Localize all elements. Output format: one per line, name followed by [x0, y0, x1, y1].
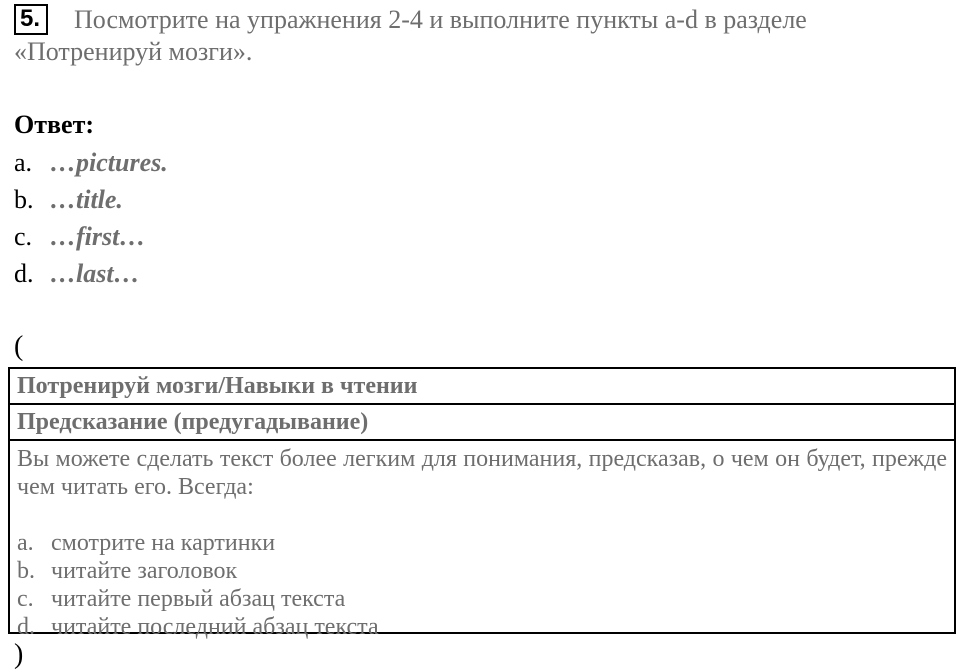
- answer-item: [14, 144, 168, 181]
- box-list-item-letter: a.: [17, 530, 34, 556]
- box-subtitle: Предсказание (предугадывание): [10, 405, 954, 441]
- answer-item: [14, 255, 168, 292]
- box-list: [17, 529, 947, 641]
- box-list-item: [17, 529, 947, 557]
- box-list-item: [17, 585, 947, 613]
- answer-item-letter: b.: [14, 185, 34, 214]
- box-body: [10, 441, 954, 641]
- answer-item-text: …title.: [50, 185, 123, 214]
- task-header: [14, 4, 954, 68]
- answer-item-text: …last…: [50, 259, 140, 288]
- box-list-item: [17, 613, 947, 641]
- box-list-item-text: читайте последний абзац текста: [51, 614, 379, 640]
- answer-item-text: …pictures.: [50, 148, 168, 177]
- closing-parenthesis: ): [14, 639, 24, 670]
- answer-item: [14, 218, 168, 255]
- answer-item-letter: c.: [14, 222, 33, 251]
- box-title: Потренируй мозги/Навыки в чтении: [10, 369, 954, 405]
- box-intro: Вы можете сделать текст более легким для понимания, предсказав, о чем он будет, прежде чем читать его. Всегда:: [17, 446, 947, 500]
- box-list-item-letter: c.: [17, 586, 34, 612]
- answer-item-letter: a.: [14, 148, 33, 177]
- answer-item: [14, 181, 168, 218]
- opening-parenthesis: (: [14, 331, 24, 362]
- answer-label: Ответ:: [14, 110, 95, 139]
- box-list-item-text: смотрите на картинки: [51, 530, 276, 556]
- box-list-item-text: читайте первый абзац текста: [51, 586, 346, 612]
- brain-training-box: [8, 367, 956, 640]
- box-list-item-letter: b.: [17, 558, 35, 584]
- box-list-item-letter: d.: [17, 614, 35, 640]
- task-number-badge: 5.: [14, 4, 48, 35]
- answer-list: [14, 144, 168, 292]
- task-text: Посмотрите на упражнения 2-4 и выполните пункты a-d в разделе «Потренируй мозги».: [14, 5, 807, 66]
- answer-item-letter: d.: [14, 259, 34, 288]
- box-list-item: [17, 557, 947, 585]
- box-list-item-text: читайте заголовок: [51, 558, 238, 584]
- answer-item-text: …first…: [50, 222, 146, 251]
